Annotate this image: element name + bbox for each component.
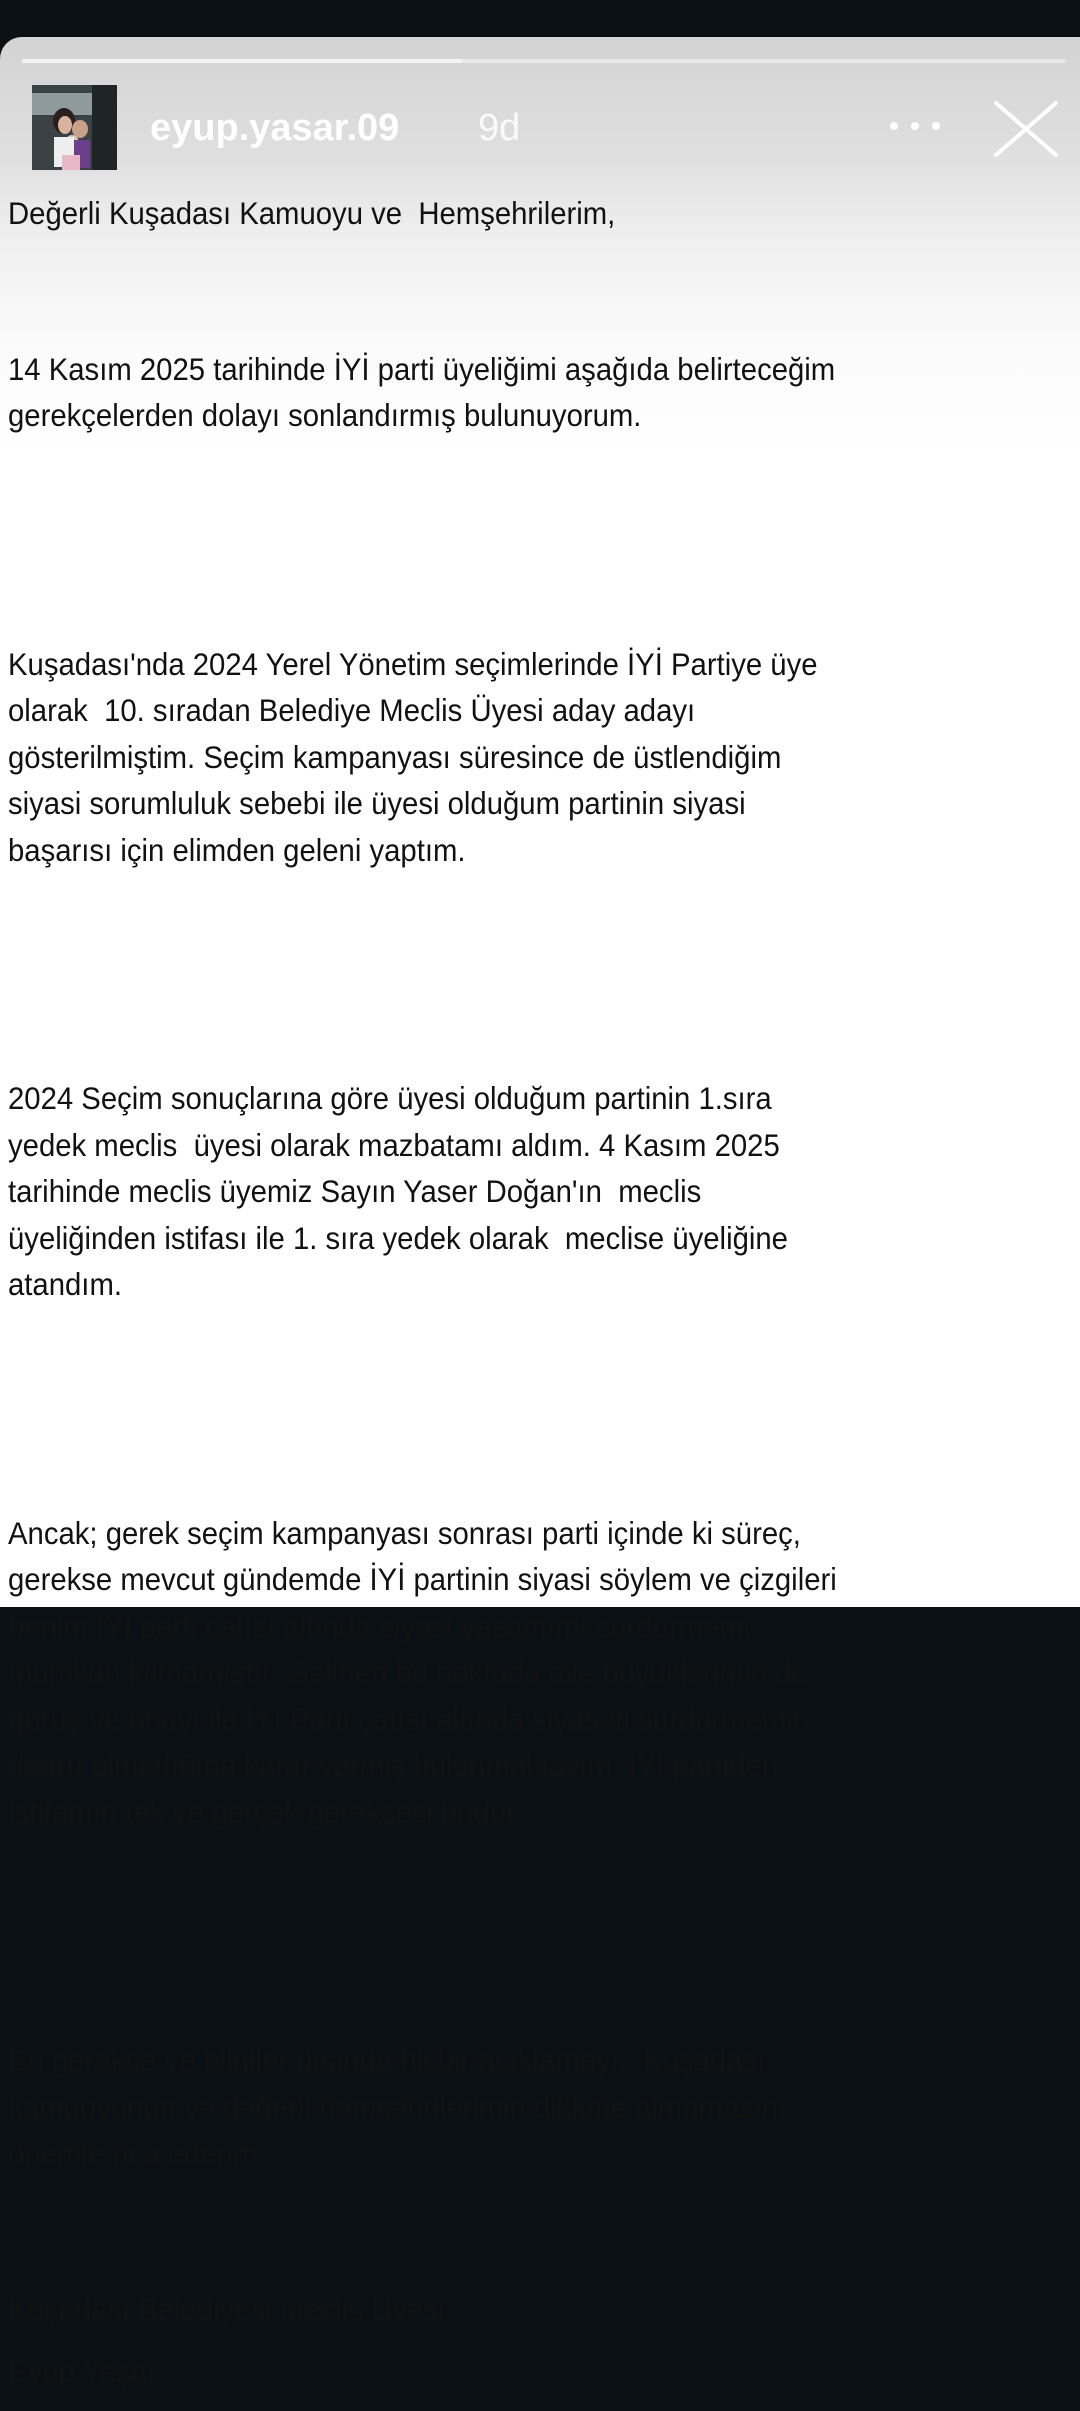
avatar-photo-icon xyxy=(32,85,117,170)
letter-line: benim İYİ parti çatısı altında siyasi yaşamımı sürdürmemi xyxy=(8,1607,751,1644)
letter-line: Ancak; gerek seçim kampanyası sonrası parti içinde ki süreç, xyxy=(8,1514,801,1551)
more-horizontal-icon xyxy=(911,122,919,130)
letter-paragraph xyxy=(8,548,1031,967)
close-icon xyxy=(990,99,1060,159)
letter-line: kamuoyunun ve değerli hemşehrilerimin dikkate almamasını xyxy=(8,2088,787,2125)
letter-line: atandım. xyxy=(8,1266,122,1302)
letter-paragraph xyxy=(8,982,1031,1401)
letter-line: doğru olmadığına karar vermiş bulunmaktayım. İYİ partiden xyxy=(8,1747,779,1783)
letter-line: tarihinde meclis üyemiz Sayın Yaser Doğan'ın meclis xyxy=(8,1173,702,1209)
letter-line: mümkün kılmamıştır. Gelinen bu noktada aile büyüklerimin de xyxy=(8,1654,808,1690)
letter-paragraph xyxy=(8,1944,1031,2270)
username[interactable]: eyup.yasar.09 xyxy=(150,107,400,149)
story-progress-fill xyxy=(22,59,462,63)
letter-line: gerekçelerden dolayı sonlandırmış bulunuyorum. xyxy=(8,397,642,433)
signature-name: Eyüp Yaşar xyxy=(8,2353,157,2389)
letter-paragraph xyxy=(8,1417,1031,1929)
letter-body xyxy=(8,190,1031,2411)
story-viewer[interactable] xyxy=(0,37,1080,2389)
more-horizontal-icon xyxy=(890,122,898,130)
close-button[interactable] xyxy=(990,99,1050,159)
letter-line: gerekse mevcut gündemde İYİ partinin siyasi söylem ve çizgileri xyxy=(8,1561,837,1597)
more-horizontal-icon xyxy=(932,122,940,130)
letter-line: yedek meclis üyesi olarak mazbatamı aldım. 4 Kasım 2025 xyxy=(8,1126,780,1163)
letter-line: başarısı için elimden geleni yaptım. xyxy=(8,831,466,868)
story-progress-bar xyxy=(22,59,1066,63)
avatar[interactable] xyxy=(32,85,117,170)
letter-line: görüş ve onayı ile İYİ Parti çatısı altında siyaseti sürdürmemin xyxy=(8,1700,810,1737)
letter-line: gösterilmiştim. Seçim kampanyası süresince de üstlendiğim xyxy=(8,738,782,775)
signature-title: Kuşadası Belediyesi Meclis Üyesi xyxy=(8,2290,445,2327)
letter-line: istifamın tek ve gerçek gerekçesi budur. xyxy=(8,1793,523,1830)
letter-line: üyeliğinden istifası ile 1. sıra yedek olarak meclise üyeliğine xyxy=(8,1219,788,1256)
letter-paragraph xyxy=(8,253,1031,532)
letter-line: siyasi sorumluluk sebebi ile üyesi olduğum partinin siyasi xyxy=(8,785,746,821)
story-header xyxy=(0,85,1066,175)
letter-greeting: Değerli Kuşadası Kamuoyu ve Hemşehrilerim, xyxy=(8,195,616,231)
more-options-button[interactable] xyxy=(890,111,940,141)
letter-line: 14 Kasım 2025 tarihinde İYİ parti üyeliğimi aşağıda belirteceğim xyxy=(8,350,836,387)
timestamp: 9d xyxy=(478,107,521,149)
letter-line: Kuşadası'nda 2024 Yerel Yönetim seçimlerinde İYİ Partiye üye xyxy=(8,645,818,682)
letter-line: Bu gerekçe ve bilgiler dışında hiçbir açıklamayı; Kuşadası xyxy=(8,2042,766,2078)
letter-line: olarak 10. sıradan Belediye Meclis Üyesi aday adayı xyxy=(8,692,696,728)
letter-line: önemle rica ederim. xyxy=(8,2135,266,2171)
letter-line: 2024 Seçim sonuçlarına göre üyesi olduğum partinin 1.sıra xyxy=(8,1080,772,1116)
